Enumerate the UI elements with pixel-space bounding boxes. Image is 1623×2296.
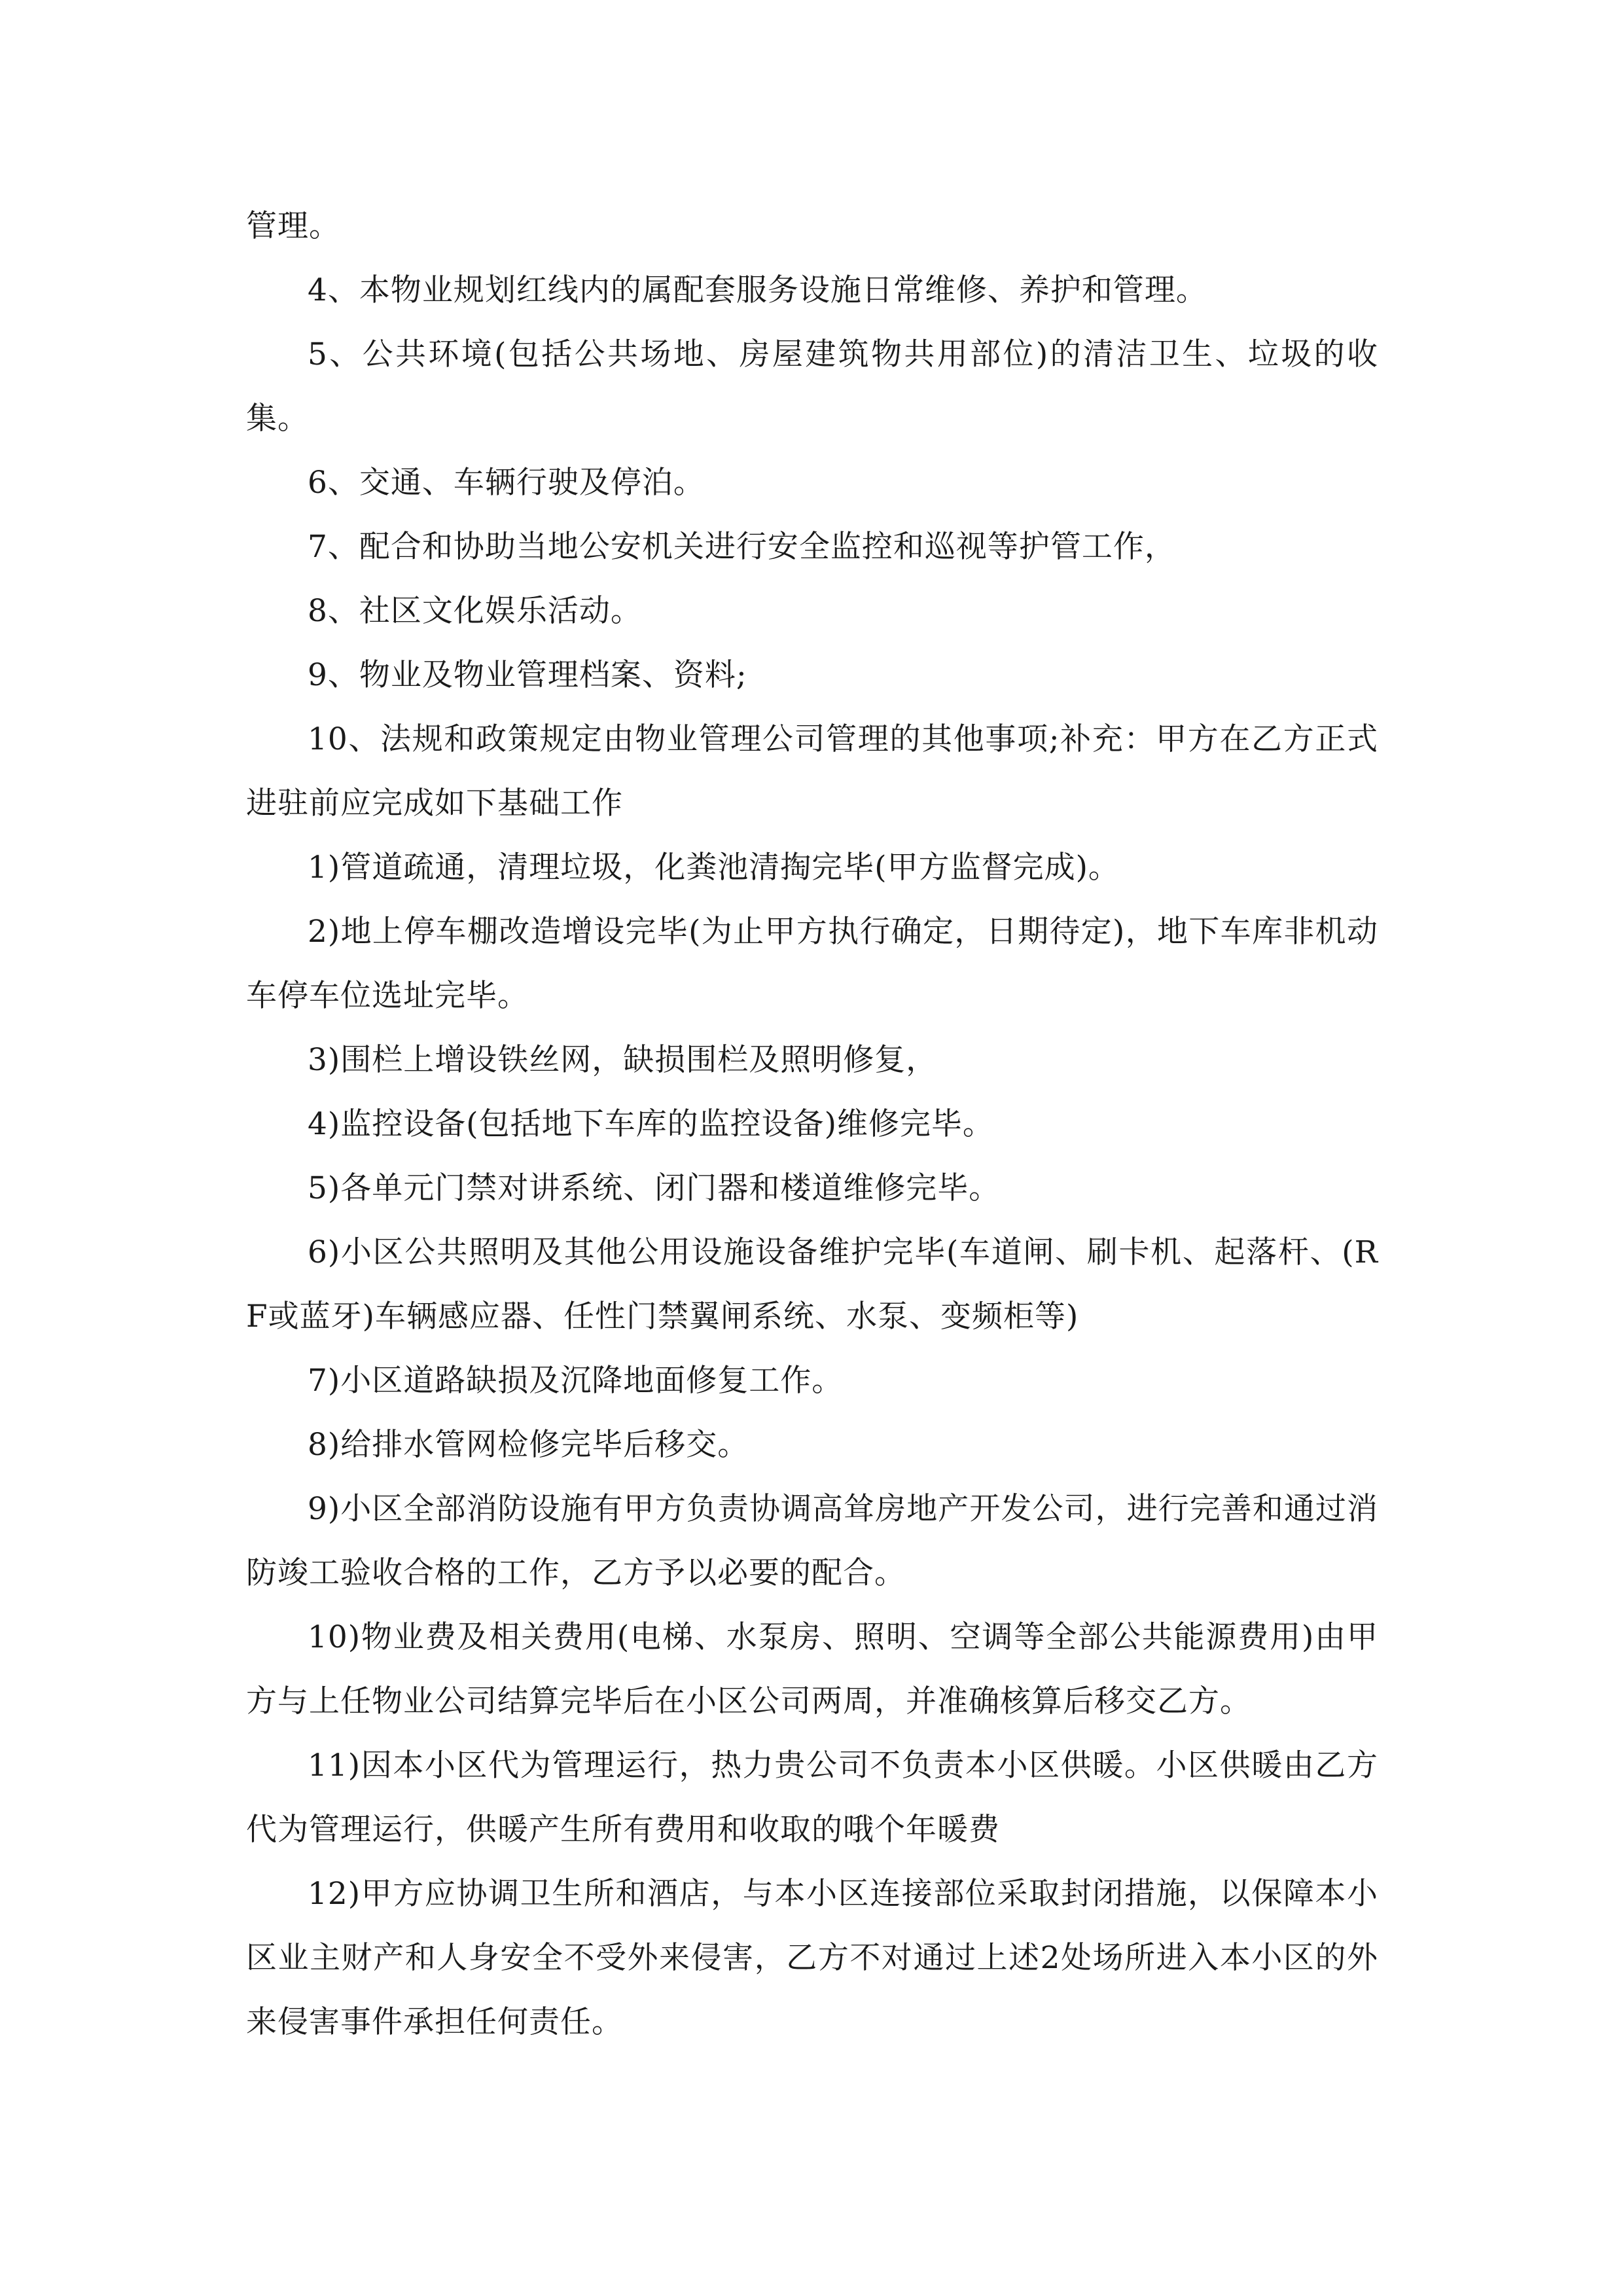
paragraph-item-8: 8、社区文化娱乐活动。 <box>308 593 642 629</box>
paragraph-subitem-11: 11)因本小区代为管理运行，热力贵公司不负责本小区供暖。小区供暖由乙方代为管理运行，供暖产生所有费用和收取的哦个年暖费 <box>246 1748 1378 1848</box>
document-body <box>246 194 1378 2054</box>
paragraph-subitem-1: 1)管道疏通，清理垃圾，化粪池清掏完毕(甲方监督完成)。 <box>308 850 1120 886</box>
paragraph-subitem-7: 7)小区道路缺损及沉降地面修复工作。 <box>308 1363 844 1399</box>
paragraph-item-6: 6、交通、车辆行驶及停泊。 <box>308 465 705 501</box>
paragraph-subitem-5: 5)各单元门禁对讲系统、闭门器和楼道维修完毕。 <box>308 1170 1001 1206</box>
paragraph-subitem-4: 4)监控设备(包括地下车库的监控设备)维修完毕。 <box>308 1106 994 1142</box>
paragraph-item-5: 5、公共环境(包括公共场地、房屋建筑物共用部位)的清洁卫生、垃圾的收集。 <box>246 336 1378 437</box>
paragraph-item-7: 7、配合和协助当地公安机关进行安全监控和巡视等护管工作， <box>308 529 1176 565</box>
paragraph-item-9: 9、物业及物业管理档案、资料; <box>308 657 747 693</box>
paragraph-subitem-8: 8)给排水管网检修完毕后移交。 <box>308 1427 749 1463</box>
paragraph-subitem-12: 12)甲方应协调卫生所和酒店，与本小区连接部位采取封闭措施，以保障本小区业主财产和人身安全不受外来侵害，乙方不对通过上述2处场所进入本小区的外来侵害事件承担任何责任。 <box>246 1876 1378 2040</box>
paragraph-subitem-10: 10)物业费及相关费用(电梯、水泵房、照明、空调等全部公共能源费用)由甲方与上任物业公司结算完毕后在小区公司两周，并准确核算后移交乙方。 <box>246 1619 1378 1719</box>
paragraph-subitem-3: 3)围栏上增设铁丝网，缺损围栏及照明修复， <box>308 1042 938 1078</box>
paragraph-continuation: 管理。 <box>246 208 340 244</box>
paragraph-subitem-6: 6)小区公共照明及其他公用设施设备维护完毕(车道闸、刷卡机、起落杆、(RF或蓝牙)车辆感应器、任性门禁翼闸系统、水泵、变频柜等) <box>246 1234 1378 1335</box>
paragraph-subitem-2: 2)地上停车棚改造增设完毕(为止甲方执行确定，日期待定)，地下车库非机动车停车位选址完毕。 <box>246 914 1378 1014</box>
paragraph-item-10: 10、法规和政策规定由物业管理公司管理的其他事项;补充：甲方在乙方正式进驻前应完成如下基础工作 <box>246 721 1378 821</box>
paragraph-item-4: 4、本物业规划红线内的属配套服务设施日常维修、养护和管理。 <box>308 272 1207 308</box>
paragraph-subitem-9: 9)小区全部消防设施有甲方负责协调高耸房地产开发公司，进行完善和通过消防竣工验收合格的工作，乙方予以必要的配合。 <box>246 1491 1378 1591</box>
